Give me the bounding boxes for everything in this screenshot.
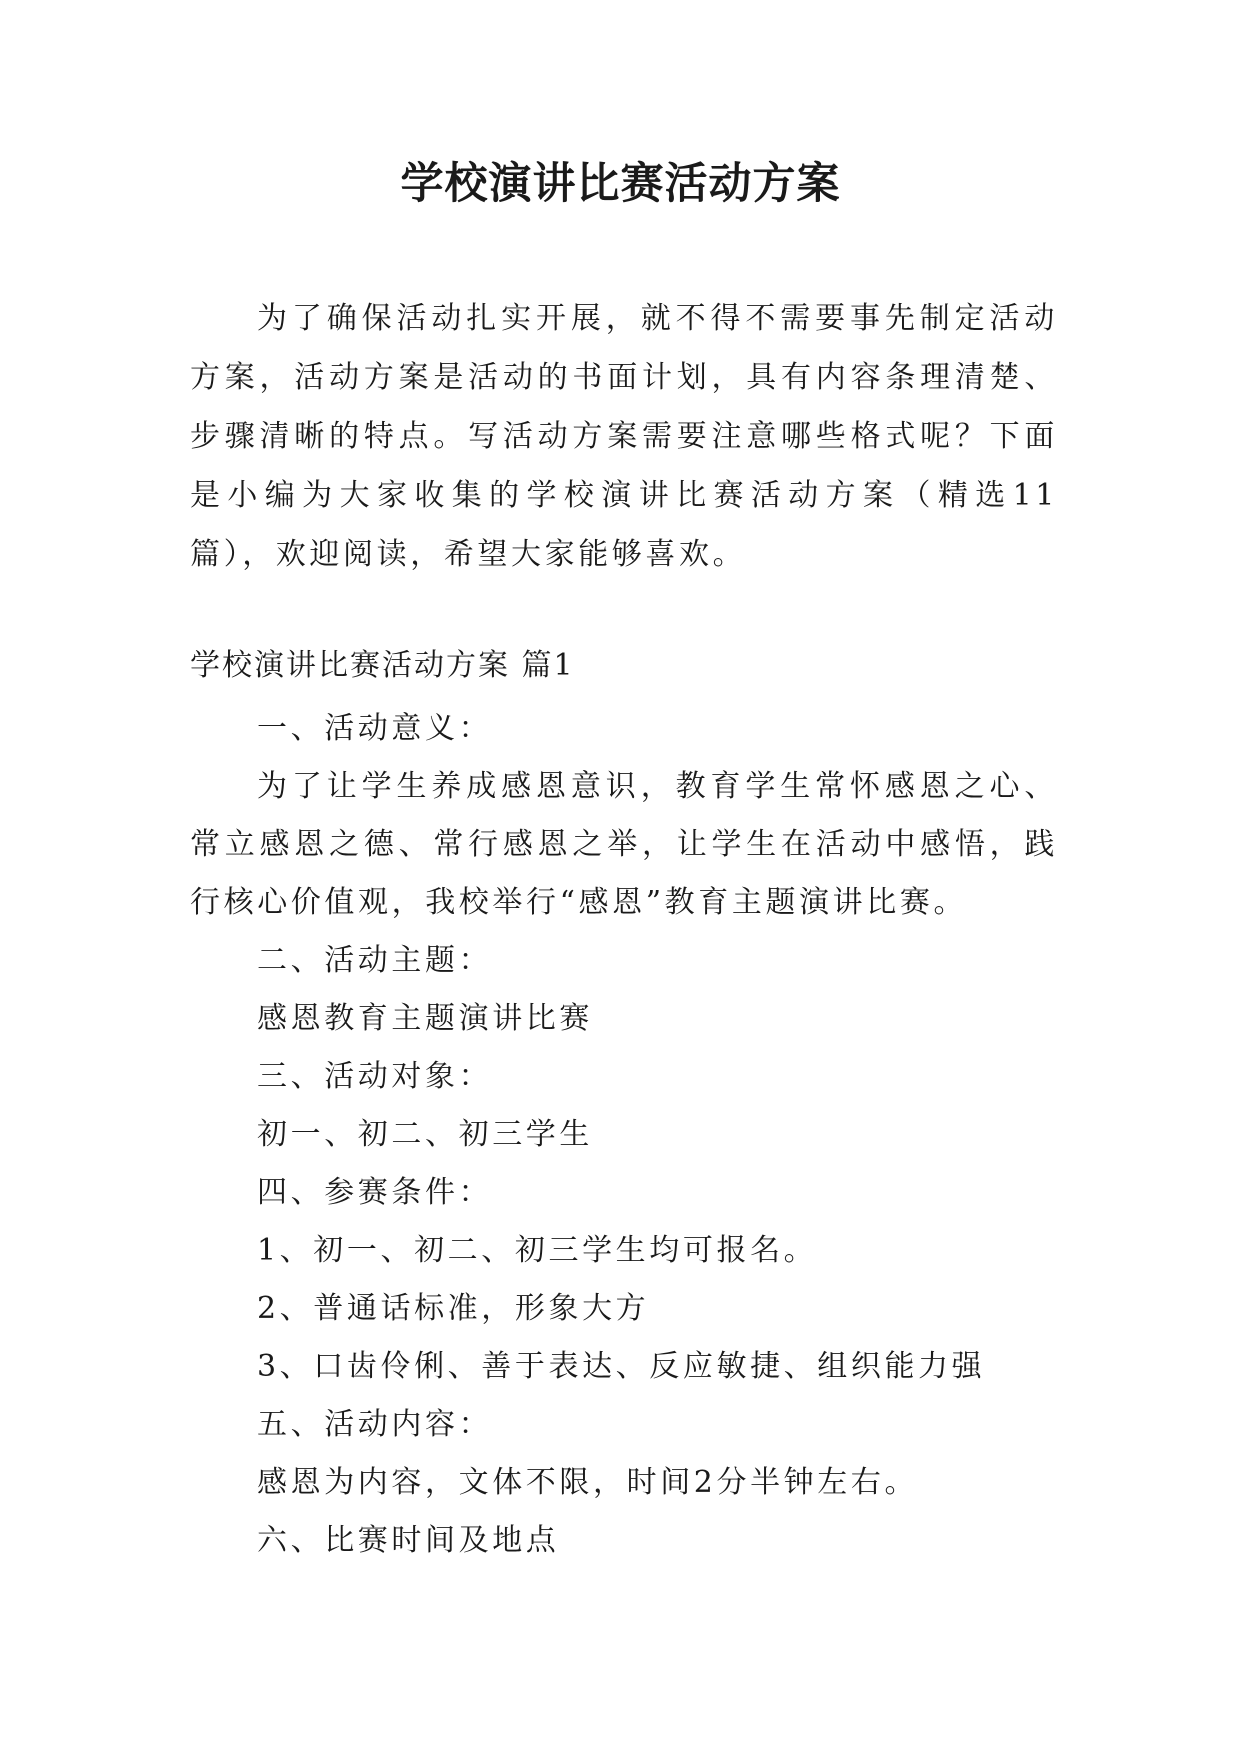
condition-item-1: 1、初一、初二、初三学生均可报名。 bbox=[257, 1233, 818, 1268]
section-heading: 学校演讲比赛活动方案 篇1 bbox=[190, 648, 575, 683]
heading-activity-target: 三、活动对象： bbox=[257, 1059, 493, 1094]
heading-entry-conditions: 四、参赛条件： bbox=[257, 1175, 493, 1210]
intro-paragraph: 为了确保活动扎实开展，就不得不需要事先制定活动方案，活动方案是活动的书面计划，具有内容条理清楚、步骤清晰的特点。写活动方案需要注意哪些格式呢？下面是小编为大家收集的学校演讲比赛活动方案（精选11篇），欢迎阅读，希望大家能够喜欢。 bbox=[190, 301, 1058, 572]
document-title: 学校演讲比赛活动方案 bbox=[400, 159, 841, 209]
heading-activity-theme: 二、活动主题： bbox=[257, 943, 493, 978]
condition-item-3: 3、口齿伶俐、善于表达、反应敏捷、组织能力强 bbox=[257, 1349, 986, 1384]
text-activity-content: 感恩为内容，文体不限，时间2分半钟左右。 bbox=[257, 1465, 919, 1500]
heading-activity-content: 五、活动内容： bbox=[257, 1407, 493, 1442]
text-activity-theme: 感恩教育主题演讲比赛 bbox=[257, 1001, 593, 1036]
text-activity-target: 初一、初二、初三学生 bbox=[257, 1117, 593, 1152]
heading-time-location: 六、比赛时间及地点 bbox=[257, 1523, 560, 1558]
condition-item-2: 2、普通话标准，形象大方 bbox=[257, 1291, 650, 1326]
document-body bbox=[190, 700, 1058, 1570]
heading-activity-meaning: 一、活动意义： bbox=[257, 711, 493, 746]
paragraph-activity-meaning: 为了让学生养成感恩意识，教育学生常怀感恩之心、常立感恩之德、常行感恩之举，让学生在活动中感悟，践行核心价值观，我校举行“感恩”教育主题演讲比赛。 bbox=[190, 769, 1058, 920]
